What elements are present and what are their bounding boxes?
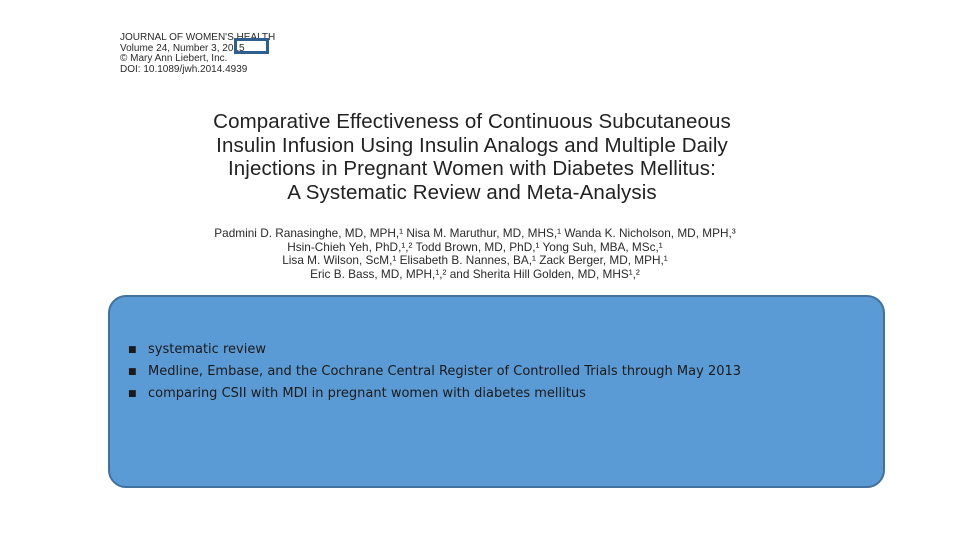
- summary-bullet: [128, 361, 741, 383]
- year-highlight-box: [234, 38, 269, 54]
- author-line: Lisa M. Wilson, ScM,¹ Elisabeth B. Nannes, BA,¹ Zack Berger, MD, MPH,¹: [282, 253, 668, 267]
- journal-publisher: © Mary Ann Liebert, Inc.: [120, 53, 228, 64]
- title-line: Injections in Pregnant Women with Diabetes Mellitus:: [228, 157, 716, 180]
- square-bullet-icon: ■: [128, 367, 137, 377]
- title-line: Comparative Effectiveness of Continuous Subcutaneous: [213, 110, 731, 133]
- title-line: Insulin Infusion Using Insulin Analogs and Multiple Daily: [216, 133, 728, 157]
- title-line: A Systematic Review and Meta-Analysis: [287, 180, 657, 204]
- summary-bullet-text: Medline, Embase, and the Cochrane Central Register of Controlled Trials through May 2013: [148, 364, 742, 379]
- journal-year: 2015: [222, 42, 245, 54]
- author-list: [145, 227, 805, 281]
- author-line: Hsin-Chieh Yeh, PhD,¹,² Todd Brown, MD, PhD,¹ Yong Suh, MBA, MSc,¹: [287, 239, 663, 254]
- summary-bullet-list: [128, 339, 741, 405]
- summary-bullet: [128, 339, 741, 361]
- summary-bullet-text: systematic review: [148, 342, 266, 357]
- square-bullet-icon: ■: [128, 389, 137, 399]
- article-title: [130, 110, 814, 204]
- journal-volume: Volume 24, Number 3,: [120, 42, 220, 54]
- journal-name: JOURNAL OF WOMEN'S HEALTH: [120, 32, 276, 43]
- summary-bullet: [128, 383, 741, 405]
- author-line: Eric B. Bass, MD, MPH,¹,² and Sherita Hill Golden, MD, MHS¹,²: [310, 266, 640, 281]
- summary-bullet-text: comparing CSII with MDI in pregnant women with diabetes mellitus: [148, 386, 586, 401]
- journal-doi: DOI: 10.1089/jwh.2014.4939: [120, 63, 248, 75]
- square-bullet-icon: ■: [128, 345, 137, 355]
- author-line: Padmini D. Ranasinghe, MD, MPH,¹ Nisa M. Maruthur, MD, MHS,¹ Wanda K. Nicholson, MD, MPH,³: [214, 226, 736, 240]
